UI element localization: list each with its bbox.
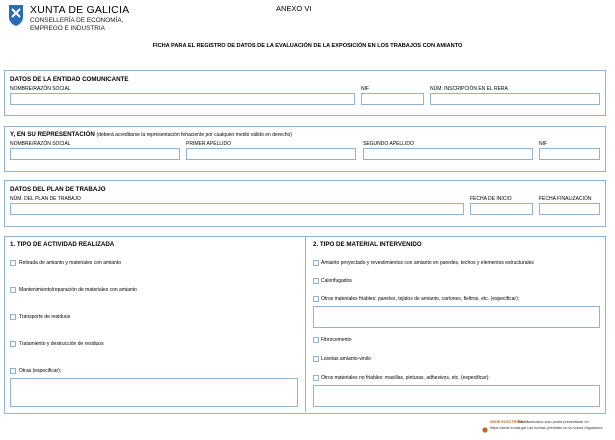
entity-nif-label: NIF [361,86,370,92]
representation-title-text: Y, EN SU REPRESENTACIÓN [10,131,95,138]
entity-section-title: DATOS DE LA ENTIDAD COMUNICANTE [10,76,129,83]
material-fibrocement-label: Fibrocemento [321,337,352,343]
material-section-title: 2. TIPO DE MATERIAL INTERVENIDO [313,241,422,248]
activity-treatment-label: Tratamiento y destrucción de residuos [19,341,104,347]
logo-subtitle [30,17,123,32]
material-vinyl-tiles-checkbox[interactable] [313,356,319,362]
material-nonfriable-other-checkbox[interactable] [313,375,319,381]
rep-name-label: NOMBRE/RAZÓN SOCIAL [10,141,71,147]
material-nonfriable-other-label: Otros materiales no friables: masillas, pinturas, adhesivos, etc. (especificar): [321,375,490,381]
form-title: FICHA PARA EL REGISTRO DE DATOS DE LA EVALUACIÓN DE LA EXPOSICIÓN EN LOS TRABAJOS CON AMIANTO [152,43,463,49]
representation-note: (deberá acreditarse la representación fehaciente por cualquier medio válido en derecho) [96,132,292,138]
material-vinyl-tiles-label: Losetas amianto-vinilo [321,356,371,362]
activity-maintenance-label: Mantenimiento/reparación de materiales con amianto [19,287,137,293]
activity-maintenance-checkbox[interactable] [10,287,16,293]
activity-removal-checkbox[interactable] [10,260,16,266]
entity-name-field[interactable] [10,93,355,105]
plan-number-label: NÚM. DEL PLAN DE TRABAJO [10,196,81,202]
activity-other-checkbox[interactable] [10,368,16,374]
plan-section-title: DATOS DEL PLAN DE TRABAJO [10,186,106,193]
rep-surname2-label: SEGUNDO APELLIDO [363,141,414,147]
plan-end-label: FECHA FINALIZACIÓN [539,196,592,202]
sede-electronica-icon [482,420,488,426]
activity-section-title: 1. TIPO DE ACTIVIDAD REALIZADA [10,241,115,248]
entity-rera-label: NÚM. INSCRIPCIÓN EN EL RERA [430,86,508,92]
rep-surname1-field[interactable] [186,148,356,160]
footer-note-line2: https://sede.xunta.gal Las formas previstas en la norma reguladora [490,426,603,430]
rep-surname2-field[interactable] [363,148,533,160]
logo-subtitle-line2: EMPREGO E INDUSTRIA [30,24,105,32]
activity-treatment-checkbox[interactable] [10,341,16,347]
plan-end-field[interactable] [539,203,600,215]
entity-rera-field[interactable] [430,93,600,105]
xunta-logo [5,3,27,27]
activity-removal-label: Retirada de amianto y materiales con amianto [19,260,121,266]
activity-other-label: Otras (especificar): [19,368,62,374]
rep-nif-label: NIF [539,141,548,147]
annex-label: ANEXO VI [276,4,312,13]
material-nonfriable-other-field[interactable] [313,385,600,407]
entity-name-label: NOMBRE/RAZÓN SOCIAL [10,86,71,92]
material-lagging-label: Calorifugados [321,278,352,284]
material-fibrocement-checkbox[interactable] [313,337,319,343]
material-lagging-checkbox[interactable] [313,278,319,284]
material-friable-other-checkbox[interactable] [313,296,319,302]
plan-start-label: FECHA DE INICIO [470,196,512,202]
rep-surname1-label: PRIMER APELLIDO [186,141,232,147]
activity-transport-checkbox[interactable] [10,314,16,320]
section-divider [305,236,306,412]
representation-section-title [10,131,292,138]
plan-number-field[interactable] [10,203,464,215]
footer-note-line1: Este formulario sólo podrá presentarse en [518,420,589,424]
footer-brand: SEDE ELECTRÓNICA [490,420,529,424]
material-friable-other-label: Otros materiales friables: paneles, tejidos de amianto, cartones, fieltros, etc. (especificar): [321,296,520,302]
rep-name-field[interactable] [10,148,180,160]
logo-subtitle-line1: CONSELLERÍA DE ECONOMÍA, [30,17,124,24]
activity-transport-label: Transporte de residuos [19,314,71,320]
material-sprayed-checkbox[interactable] [313,260,319,266]
plan-start-field[interactable] [470,203,533,215]
material-sprayed-label: Amianto proyectado y revestimientos con amianto en paredes, techos y elementos estructurales [321,260,534,266]
activity-other-field[interactable] [10,378,298,407]
rep-nif-field[interactable] [539,148,600,160]
logo-name: XUNTA DE GALICIA [30,4,130,16]
entity-nif-field[interactable] [361,93,424,105]
material-friable-other-field[interactable] [313,306,600,328]
